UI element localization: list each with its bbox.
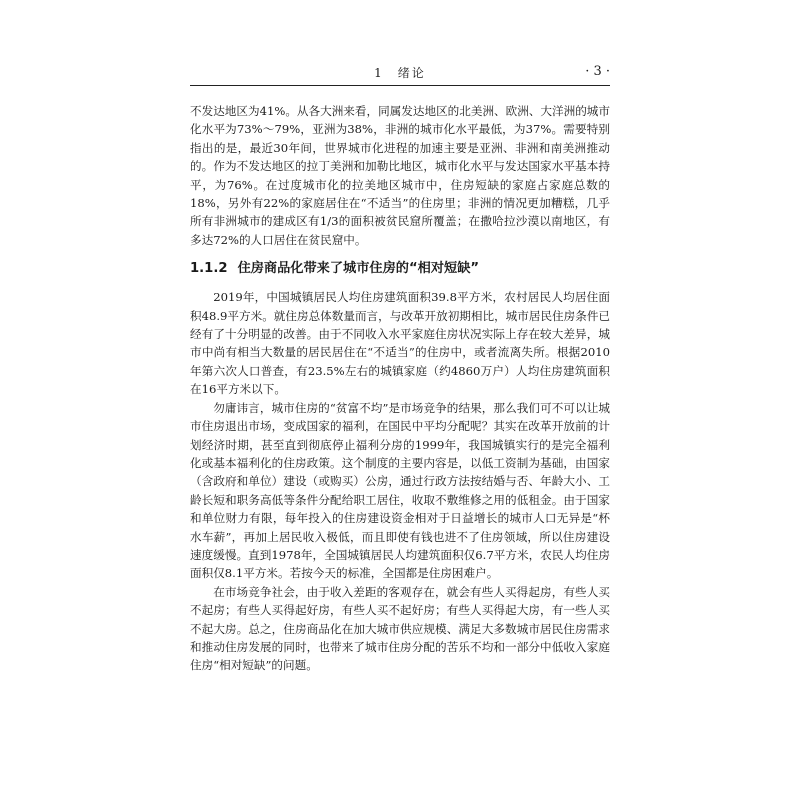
section-number: 1.1.2 — [190, 261, 228, 277]
section-title: 住房商品化带来了城市住房的“相对短缺” — [237, 261, 480, 277]
paragraph: 勿庸讳言，城市住房的“贫富不均”是市场竞争的结果，那么我们可不可以让城市住房退出市场，变成国家的福利，在国民中平均分配呢？其实在改革开放前的计划经济时期，甚至直到彻底停止福利分房的1999年，我国城镇实行的是完全福利化或基本福利化的住房政策。这个制度的主要内容是，以低工资制为基础，由国家（含政府和单位）建设（或购买）公房，通过行政方法按结婚与否、年龄大小、工龄长短和职务高低等条件分配给职工居住，收取不敷维修之用的低租金。由于国家和单位财力有限，每年投入的住房建设资金相对于日益增长的城市人口无异是“杯水车薪”，再加上居民收入极低，而且即使有钱也进不了住房领域，所以住房建设速度缓慢。直到1978年，全国城镇居民人均建筑面积仅6.7平方米，农民人均住房面积仅8.1平方米。若按今天的标准，全国都是住房困难户。 — [190, 400, 610, 581]
paragraph: 2019年，中国城镇居民人均住房建筑面积39.8平方米，农村居民人均居住面积48.9平方米。就住房总体数量而言，与改革开放初期相比，城市居民住房条件已经有了十分明显的改善。由于不同收入水平家庭住房状况实际上存在较大差异，城市中尚有相当大数量的居民居住在“不适当”的住房中，或者流离失所。根据2010年第六次人口普查，有23.5%左右的城镇家庭（约4860万户）人均住房建筑面积在16平方米以下。 — [190, 290, 611, 397]
section-heading — [190, 259, 610, 279]
chapter-title: 1 绪论 — [374, 66, 426, 80]
paragraph: 在市场竞争社会，由于收入差距的客观存在，就会有些人买得起房，有些人买不起房；有些人买得起好房，有些人买不起好房；有些人买得起大房，有一些人买不起大房。总之，住房商品化在加大城市供应规模、满足大多数城市居民住房需求和推动住房发展的同时，也带来了城市住房分配的苦乐不均和一部分中低收入家庭住房“相对短缺”的问题。 — [190, 584, 610, 673]
header-rule — [190, 85, 610, 86]
running-header — [190, 64, 610, 84]
page-number: · 3 · — [585, 64, 610, 79]
page-body — [190, 102, 610, 675]
paragraph-continued: 不发达地区为41%。从各大洲来看，同属发达地区的北美洲、欧洲、大洋洲的城市化水平为73%～79%，亚洲为38%，非洲的城市化水平最低，为37%。需要特别指出的是，最近30年间，世界城市化进程的加速主要是亚洲、非洲和南美洲推动的。作为不发达地区的拉丁美洲和加勒比地区，城市化水平与发达国家水平基本持平，为76%。在过度城市化的拉美地区城市中，住房短缺的家庭占家庭总数的18%，另外有22%的家庭居住在“不适当”的住房里；非洲的情况更加糟糕，几乎所有非洲城市的建成区有1/3的面积被贫民窟所覆盖；在撒哈拉沙漠以南地区，有多达72%的人口居住在贫民窟中。 — [190, 104, 610, 247]
